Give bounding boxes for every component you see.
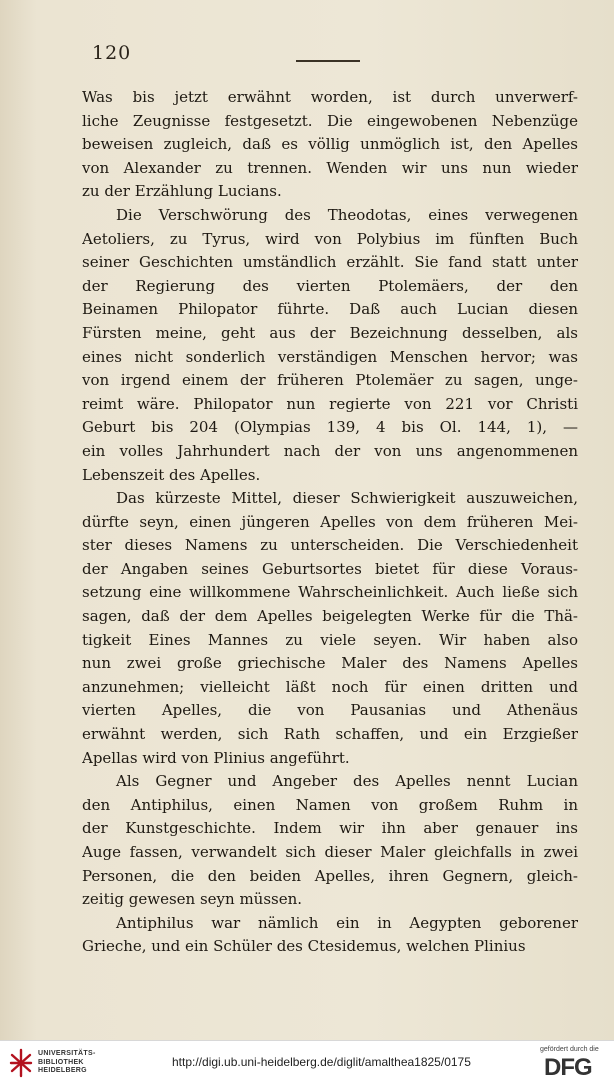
text-line: Antiphilus war nämlich ein in Aegypten geborener [116, 913, 578, 932]
text-line: Lebenszeit des Apelles. [82, 465, 261, 484]
text-line: anzunehmen; vielleicht läßt noch für einen dritten und [82, 677, 578, 696]
text-line: Apellas wird von Plinius angeführt. [82, 748, 350, 767]
text-line: Das kürzeste Mittel, dieser Schwierigkeit auszuweichen, [116, 489, 578, 508]
text-line: der Angaben seines Geburtsortes bietet für diese Voraus- [82, 559, 578, 578]
text-line: Geburt bis 204 (Olympias 139, 4 bis Ol. 144, 1), — [82, 418, 578, 437]
text-line: zeitig gewesen seyn müssen. [82, 890, 303, 909]
text-line: Grieche, und ein Schüler des Ctesidemus, welchen Plinius [82, 937, 526, 956]
header-rule [296, 60, 360, 62]
library-name-line: UNIVERSITÄTS- [38, 1050, 96, 1057]
text-line: setzung eine willkommene Wahrscheinlichkeit. Auch ließe sich [82, 583, 578, 602]
text-line: reimt wäre. Philopator nun regierte von 221 vor Christi [82, 394, 578, 413]
text-line: dürfte seyn, einen jüngeren Apelles von dem früheren Mei- [82, 512, 578, 531]
page-number: 120 [92, 42, 132, 64]
text-line: sagen, daß der dem Apelles beigelegten Werke für die Thä- [82, 607, 578, 626]
dfg-logo[interactable]: DFG [544, 1054, 592, 1081]
text-line: von Alexander zu trennen. Wenden wir uns nun wieder [82, 158, 578, 177]
viewer-footer [0, 1040, 614, 1085]
library-name-line: BIBLIOTHEK [38, 1058, 84, 1066]
text-line: Aetoliers, zu Tyrus, wird von Polybius im fünften Buch [82, 229, 578, 248]
text-line: der Kunstgeschichte. Indem wir ihn aber genauer ins [82, 819, 578, 838]
text-line: beweisen zugleich, daß es völlig unmöglich ist, den Apelles [82, 135, 578, 154]
text-line: vierten Apelles, die von Pausanias und Athenäus [82, 701, 578, 720]
text-line: Beinamen Philopator führte. Daß auch Lucian diesen [82, 300, 578, 319]
text-line: zu der Erzählung Lucians. [82, 182, 282, 201]
text-line: seiner Geschichten umständlich erzählt. Sie fand statt unter [82, 253, 578, 272]
text-line: ster dieses Namens zu unterscheiden. Die Verschiedenheit [82, 536, 578, 555]
text-line: erwähnt werden, sich Rath schaffen, und ein Erzgießer [82, 725, 578, 744]
text-line: Auge fassen, verwandelt sich dieser Maler gleichfalls in zwei [82, 843, 578, 861]
text-line: der Regierung des vierten Ptolemäers, der den [82, 276, 578, 295]
heidelberg-seal-icon[interactable] [8, 1047, 34, 1079]
text-line: Was bis jetzt erwähnt worden, ist durch unverwerf- [82, 88, 578, 106]
permalink-url[interactable]: http://digi.ub.uni-heidelberg.de/diglit/amalthea1825/0175 [172, 1055, 471, 1069]
text-line: Personen, die den beiden Apelles, ihren Gegnern, gleich- [82, 866, 578, 885]
text-line: nun zwei große griechische Maler des Namens Apelles [82, 654, 578, 673]
text-line: Die Verschwörung des Theodotas, eines verwegenen [116, 205, 578, 224]
text-line: Als Gegner und Angeber des Apelles nennt Lucian [116, 772, 578, 791]
text-line: ein volles Jahrhundert nach der von uns angenommenen [82, 441, 578, 460]
text-line: Fürsten meine, geht aus der Bezeichnung desselben, als [82, 323, 578, 342]
library-name-line: HEIDELBERG [38, 1067, 87, 1074]
text-line: tigkeit Eines Mannes zu viele seyen. Wir haben also [82, 630, 578, 649]
text-line: eines nicht sonderlich verständigen Menschen hervor; was [82, 347, 578, 366]
text-line: den Antiphilus, einen Namen von großem Ruhm in [82, 795, 578, 814]
text-line: liche Zeugnisse festgesetzt. Die eingewobenen Nebenzüge [82, 111, 578, 130]
text-line: von irgend einem der früheren Ptolemäer zu sagen, unge- [82, 371, 578, 390]
body-text [82, 86, 578, 959]
funding-note: gefördert durch die [540, 1046, 599, 1053]
library-name [38, 1050, 96, 1076]
